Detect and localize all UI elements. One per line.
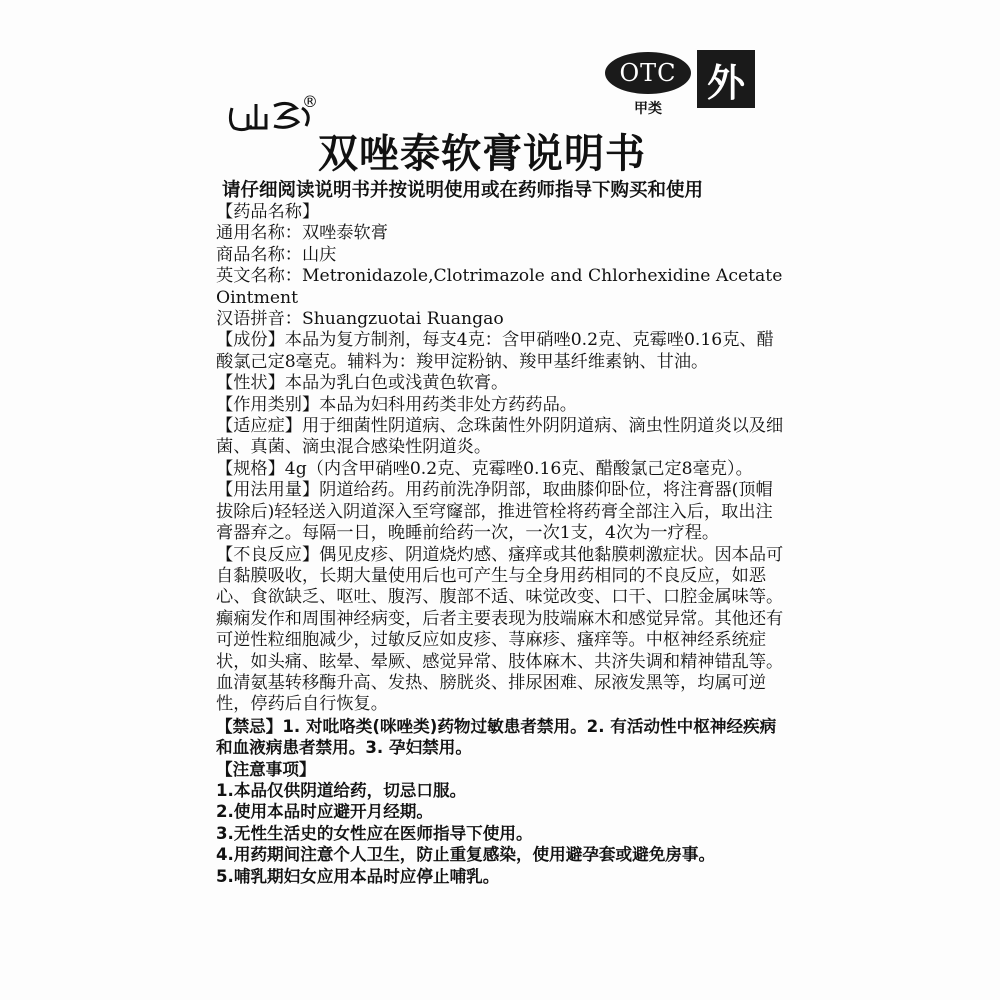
generic-name: 通用名称：双唑泰软膏 [216,223,388,244]
document-subtitle: 请仔细阅读说明书并按说明使用或在药师指导下购买和使用 [222,180,704,201]
indications-text: 用于细菌性阴道病、念珠菌性外阴阴道病、滴虫性阴道炎以及细菌、真菌、滴虫混合感染性阴道炎。 [216,416,784,458]
section-specification [216,459,786,480]
section-usage [216,480,786,544]
pinyin-name: 汉语拼音：Shuangzuotai Ruangao [216,309,504,330]
section-adverse-reactions [216,545,786,716]
section-heading-composition: 【成份】 [216,330,285,351]
specification-text: 4g（内含甲硝唑0.2克、克霉唑0.16克、醋酸氯己定8毫克）。 [284,458,753,479]
section-heading-usage: 【用法用量】 [216,480,320,501]
appearance-text: 本品为乳白色或浅黄色软膏。 [284,373,509,394]
leaflet-body [216,202,786,887]
section-heading-category: 【作用类别】 [216,394,320,415]
precaution-item: 4.用药期间注意个人卫生，防止重复感染，使用避孕套或避免房事。 [216,845,716,865]
section-contraindications [216,716,786,759]
trade-name: 商品名称：山庆 [216,244,337,265]
otc-label: OTC [605,52,691,94]
registered-mark: ® [302,92,318,111]
section-heading-specification: 【规格】 [216,458,285,479]
section-heading-contraindications: 【禁忌】 [216,716,283,736]
section-heading-appearance: 【性状】 [216,373,285,394]
otc-class: 甲类 [634,101,662,117]
section-heading-precautions: 【注意事项】 [216,759,316,779]
section-indications [216,416,786,459]
section-category [216,395,786,416]
precaution-item: 3.无性生活史的女性应在医师指导下使用。 [216,823,533,843]
adverse-reactions-text: 偶见皮疹、阴道烧灼感、瘙痒或其他黏膜刺激症状。因本品可自黏膜吸收，长期大量使用后也可产生与全身用药相同的不良反应，如恶心、食欲缺乏、呕吐、腹泻、腹部不适、味觉改变、口干、口腔金属味等。癫痫发作和周围神经病变，后者主要表现为肢端麻木和感觉异常。其他还有可逆性粒细胞减少，过敏反应如皮疹、荨麻疹、瘙痒等。中枢神经系统症状，如头痛、眩晕、晕厥、感觉异常、肢体麻木、共济失调和精神错乱等。血清氨基转移酶升高、发热、膀胱炎、排尿困难、尿液发黑等，均属可逆性，停药后自行恢复。 [216,544,784,715]
precaution-item: 5.哺乳期妇女应用本品时应停止哺乳。 [216,866,500,886]
document-title: 双唑泰软膏说明书 [318,131,646,177]
section-heading-adverse-reactions: 【不良反应】 [216,544,320,565]
precaution-item: 2.使用本品时应避开月经期。 [216,802,433,822]
section-composition [216,330,786,373]
contraindications-text: 1. 对吡咯类(咪唑类)药物过敏患者禁用。2. 有活动性中枢神经疾病和血液病患者禁用。3. 孕妇禁用。 [216,716,777,758]
section-appearance [216,373,786,394]
section-heading-drug-name: 【药品名称】 [216,202,320,222]
precaution-item: 1.本品仅供阴道给药，切忌口服。 [216,780,467,800]
section-heading-indications: 【适应症】 [216,416,302,437]
category-text: 本品为妇科用药类非处方药药品。 [319,394,577,415]
usage-text: 阴道给药。用药前洗净阴部，取曲膝仰卧位，将注膏器(顶帽拔除后)轻轻送入阴道深入至穹窿部，推进管栓将药膏全部注入后，取出注膏器弃之。每隔一日，晚睡前给药一次，一次1支，4次为一疗程。 [216,480,773,544]
english-name: 英文名称：Metronidazole,Clotrimazole and Chlorhexidine Acetate Ointment [216,266,783,308]
composition-text: 本品为复方制剂，每支4克：含甲硝唑0.2克、克霉唑0.16克、醋酸氯己定8毫克。辅料为：羧甲淀粉钠、羧甲基纤维素钠、甘油。 [216,330,774,372]
otc-badge [602,52,694,118]
external-use-mark: 外 [697,50,755,108]
